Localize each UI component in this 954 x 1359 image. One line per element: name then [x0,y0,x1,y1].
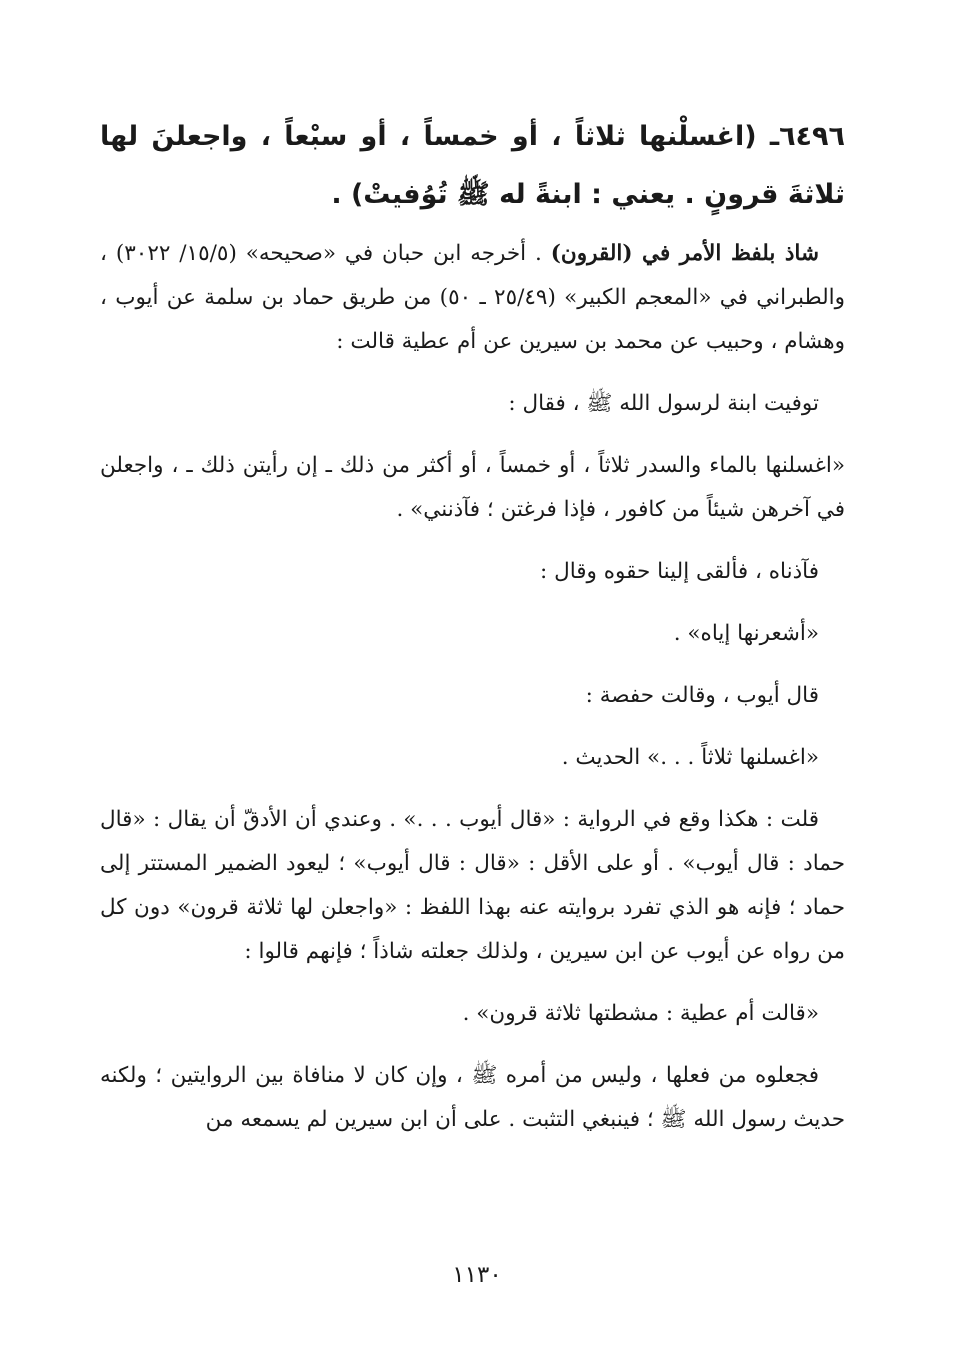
ruling-label: شاذ بلفظ الأمر في (القرون) [550,241,819,266]
quote-umm-atiyya: «قالت أم عطية : مشطتها ثلاثة قرون» . [462,1001,819,1026]
quote-instructions: «اغسلنها بالماء والسدر ثلاثاً ، أو خمساً ، أو أكثر من ذلك ـ إن رأيتن ذلك ـ ، واجعلن في آخرهن شيئاً من كافور ، فإذا فرغتن ؛ فآذنني» . [100,453,845,522]
hadith-text: ٦٤٩٦ـ (اغسلْنها ثلاثاً ، أو خمساً ، أو سبْعاً ، واجعلنَ لها ثلاثةَ قرونٍ . يعني : ابنةً له ﷺ تُوُفيتْ) . [100,121,845,210]
commentary-intro [100,232,845,364]
narration-continuation: فآذناه ، فألقى إلينا حقوه وقال : [540,559,819,584]
author-conclusion: فجعلوه من فعلها ، وليس من أمره ﷺ ، وإن كان لا منافاة بين الروايتين ؛ ولكنه حديث رسول الله ﷺ ؛ فينبغي التثبت . على أن ابن سيرين لم يسمعه من [100,1063,845,1132]
quote-hadith-ref: «اغسلنها ثلاثاً . . .» الحديث . [561,745,819,770]
author-note: قلت : هكذا وقع في الرواية : «قال أيوب . . .» . وعندي أن الأدقّ أن يقال : «قال حماد : قال أيوب» . أو على الأقل : «قال : قال أيوب» ؛ ليعود الضمير المستتر إلى حماد ؛ فإنه هو الذي تفرد بروايته عنه بهذا اللفظ : «واجعلن لها ثلاثة قرون» دون كل من رواه عن أيوب عن ابن سيرين ، ولذلك جعلته شاذاً ؛ فإنهم قالوا : [100,807,845,964]
narration-intro: توفيت ابنة لرسول الله ﷺ ، فقال : [508,391,819,416]
page-number: ١١٣٠ [452,1262,502,1288]
narration-ayyub: قال أيوب ، وقالت حفصة : [585,683,819,708]
takhrij-text: . أخرجه ابن حبان في «صحيحه» (١٥/٥/ ٣٠٢٢) ، والطبراني في «المعجم الكبير» (٢٥/٤٩ ـ ٥٠) من طريق حماد بن سلمة عن أيوب ، وهشام ، وحبيب عن محمد بن سيرين عن أم عطية قالت : [100,241,845,354]
quote-shroud: «أشعرنها إياه» . [673,621,819,646]
page-content [100,108,845,1142]
